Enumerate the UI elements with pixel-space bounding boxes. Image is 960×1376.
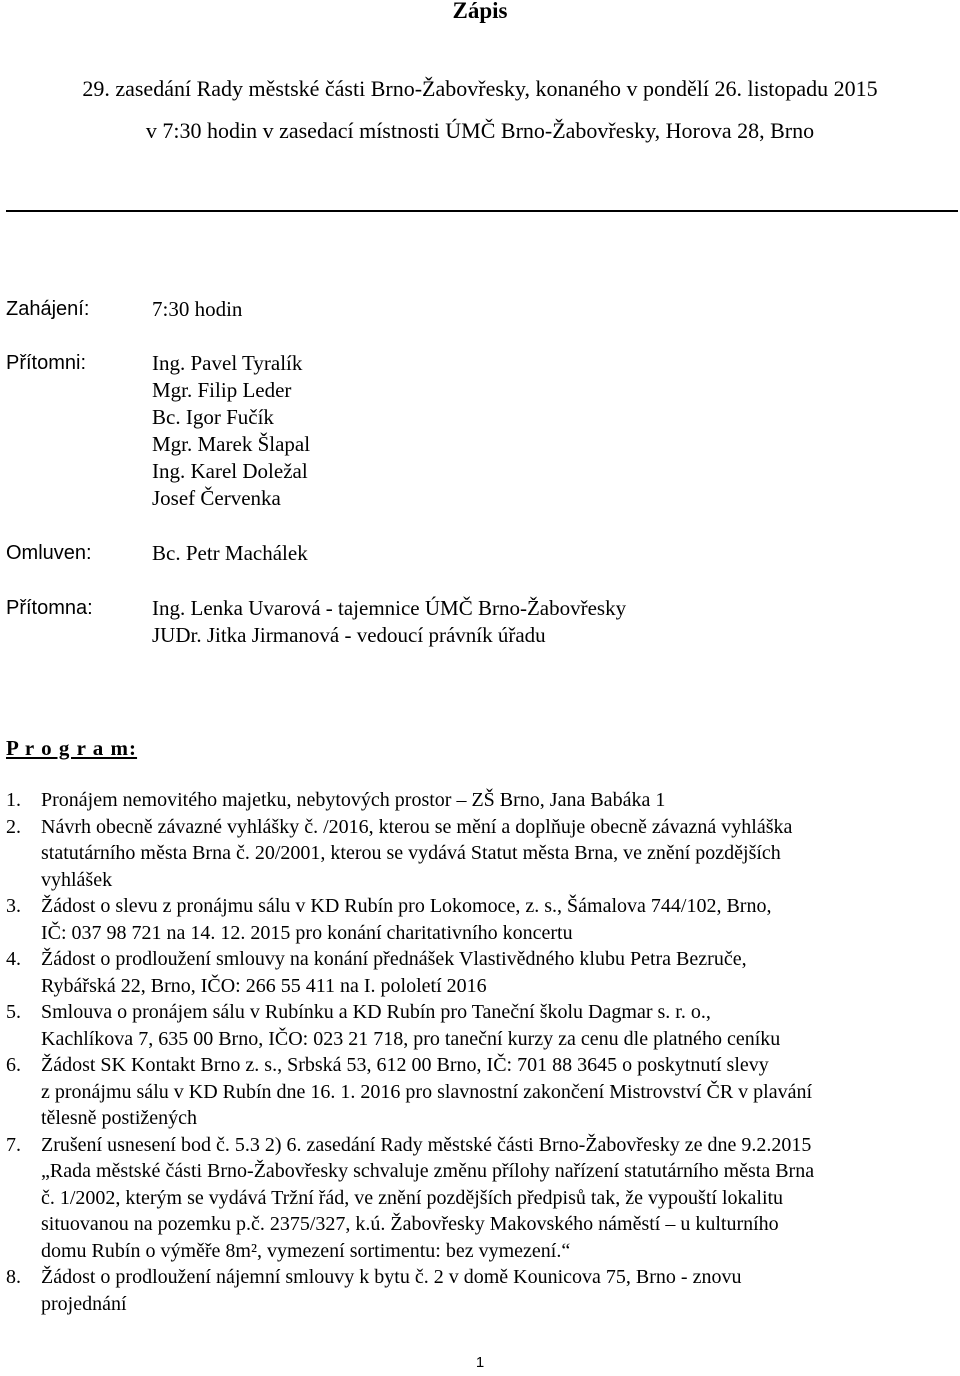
meeting-info-line-1: 29. zasedání Rady městské části Brno-Žabovřesky, konaného v pondělí 26. listopadu 2015 <box>82 76 878 101</box>
pritomni-person: Ing. Pavel Tyralík <box>152 351 303 375</box>
pritomna-person: JUDr. Jitka Jirmanová - vedoucí právník úřadu <box>152 623 546 647</box>
program-item <box>6 946 956 999</box>
omluven-label: Omluven: <box>6 542 92 564</box>
meeting-info-line-2: v 7:30 hodin v zasedací místnosti ÚMČ Brno-Žabovřesky, Horova 28, Brno <box>145 118 815 143</box>
item-line: statutárního města Brna č. 20/2001, kterou se vydává Statut města Brna, ve znění pozdějších <box>41 842 781 864</box>
pritomni-list <box>152 350 310 512</box>
pritomni-person: Josef Červenka <box>152 486 281 510</box>
item-line: Návrh obecně závazné vyhlášky č. /2016, kterou se mění a doplňuje obecně závazná vyhláška <box>41 815 793 838</box>
item-line: vyhlášek <box>41 868 113 891</box>
item-number: 7. <box>6 1133 21 1156</box>
item-line: Zrušení usnesení bod č. 5.3 2) 6. zasedání Rady městské části Brno-Žabovřesky ze dne 9.2.2015 <box>41 1133 812 1156</box>
item-number: 6. <box>6 1054 21 1076</box>
omluven-value: Bc. Petr Machálek <box>152 541 308 565</box>
program-item <box>6 814 956 894</box>
zahajeni-label: Zahájení: <box>6 298 90 320</box>
pritomni-person: Bc. Igor Fučík <box>152 405 274 429</box>
item-number: 2. <box>6 815 21 838</box>
program-item <box>6 893 956 946</box>
item-number: 3. <box>6 895 21 917</box>
item-line: projednání <box>41 1292 127 1315</box>
program-item <box>6 1052 956 1132</box>
page-number: 1 <box>475 1354 485 1371</box>
item-line: „Rada městské části Brno-Žabovřesky schvaluje změnu přílohy nařízení statutárního města Brna <box>41 1160 815 1182</box>
item-number: 5. <box>6 1001 21 1023</box>
item-number: 1. <box>6 789 21 811</box>
item-line: tělesně postižených <box>41 1107 198 1129</box>
item-line: domu Rubín o výměře 8m², vymezení sortimentu: bez vymezení.“ <box>41 1239 571 1262</box>
item-number: 4. <box>6 948 21 970</box>
pritomni-label: Přítomni: <box>6 352 87 374</box>
item-line: Žádost SK Kontakt Brno z. s., Srbská 53, 612 00 Brno, IČ: 701 88 3645 o poskytnutí slevy <box>41 1054 769 1076</box>
pritomni-person: Ing. Karel Doležal <box>152 459 308 483</box>
program-list <box>6 787 956 1317</box>
item-line: z pronájmu sálu v KD Rubín dne 16. 1. 2016 pro slavnostní zakončení Mistrovství ČR v plavání <box>41 1080 813 1103</box>
program-item <box>6 999 956 1052</box>
item-line: Smlouva o pronájem sálu v Rubínku a KD Rubín pro Taneční školu Dagmar s. r. o., <box>41 1001 711 1023</box>
pritomna-label: Přítomna: <box>6 597 93 619</box>
pritomni-person: Mgr. Marek Šlapal <box>152 432 311 456</box>
item-line: č. 1/2002, kterým se vydává Tržní řád, ve znění pozdějších předpisů tak, že vypouští lokalitu <box>41 1186 784 1209</box>
document-title: Zápis <box>452 0 508 23</box>
item-line: Žádost o slevu z pronájmu sálu v KD Rubín pro Lokomoce, z. s., Šámalova 744/102, Brno, <box>41 895 772 917</box>
horizontal-rule <box>6 210 958 212</box>
program-heading: P r o g r a m: <box>6 736 138 760</box>
item-line: Rybářská 22, Brno, IČO: 266 55 411 na I. pololetí 2016 <box>41 974 487 997</box>
program-item <box>6 1264 956 1317</box>
item-number: 8. <box>6 1266 21 1288</box>
item-line: Kachlíkova 7, 635 00 Brno, IČO: 023 21 718, pro taneční kurzy za cenu dle platného ceníku <box>41 1027 781 1050</box>
item-line: situovanou na pozemku p.č. 2375/327, k.ú. Žabovřesky Makovského náměstí – u kulturního <box>41 1213 779 1235</box>
pritomna-person: Ing. Lenka Uvarová - tajemnice ÚMČ Brno-Žabovřesky <box>152 596 627 620</box>
item-line: Žádost o prodloužení smlouvy na konání přednášek Vlastivědného klubu Petra Bezruče, <box>41 948 747 970</box>
program-item <box>6 1132 956 1265</box>
pritomna-list <box>152 595 626 649</box>
item-line: IČ: 037 98 721 na 14. 12. 2015 pro konání charitativního koncertu <box>41 921 573 944</box>
item-line: Pronájem nemovitého majetku, nebytových prostor – ZŠ Brno, Jana Babáka 1 <box>41 789 666 811</box>
program-item <box>6 787 956 814</box>
item-line: Žádost o prodloužení nájemní smlouvy k bytu č. 2 v domě Kounicova 75, Brno - znovu <box>41 1266 742 1288</box>
zahajeni-value: 7:30 hodin <box>152 297 243 321</box>
pritomni-person: Mgr. Filip Leder <box>152 378 292 402</box>
